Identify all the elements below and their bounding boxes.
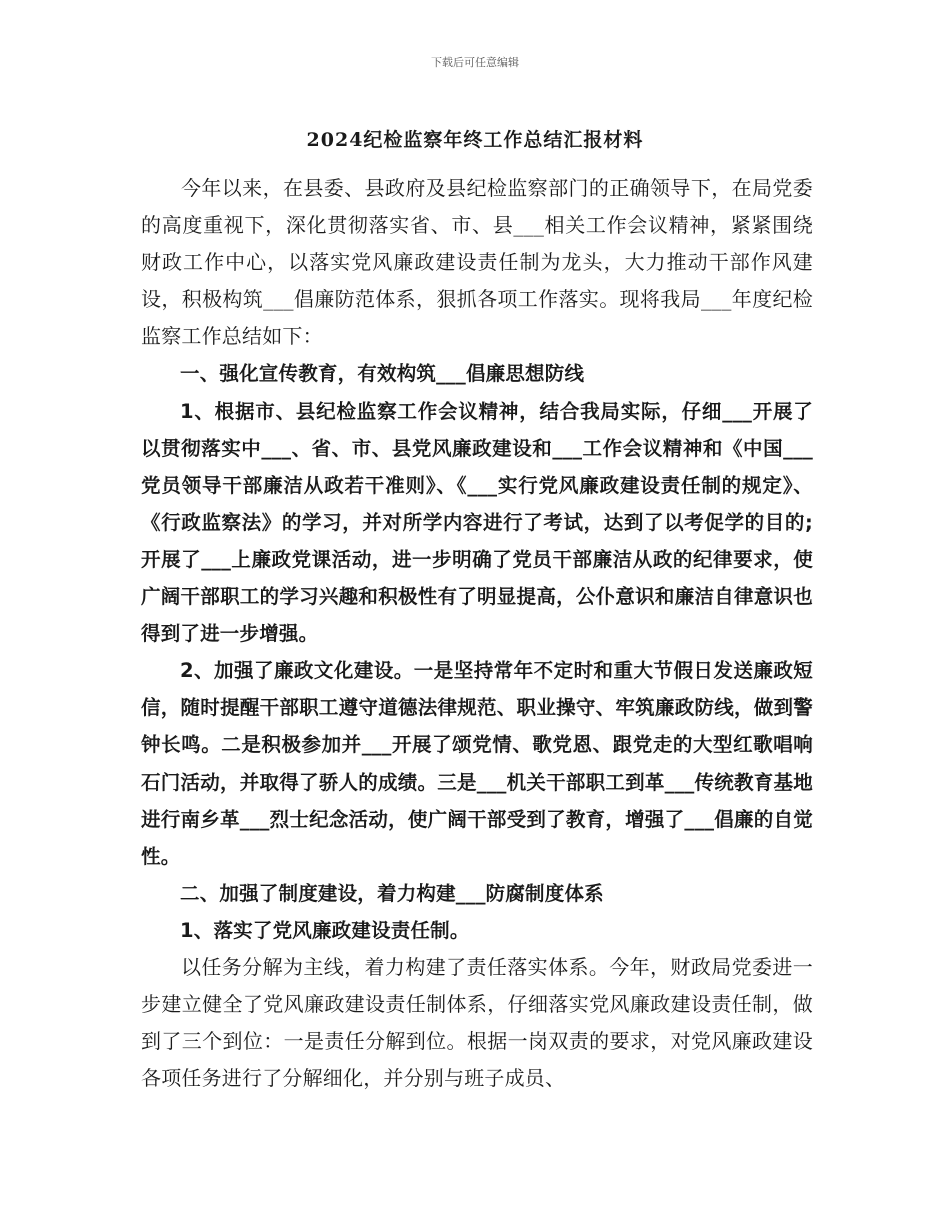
document-body [141,170,813,1097]
document-title: 2024纪检监察年终工作总结汇报材料 [306,129,644,151]
section-heading-2: 二、加强了制度建设，着力构建___防腐制度体系 [180,881,604,905]
subheading-2-1: 1、落实了党风廉政建设责任制。 [180,918,470,942]
section-heading-1: 一、强化宣传教育，有效构筑___倡廉思想防线 [180,362,585,386]
paragraph-1-1: 1、根据市、县纪检监察工作会议精神，结合我局实际，仔细___开展了以贯彻落实中___、省、市、县党风廉政建设和___工作会议精神和《中国___党员领导干部廉洁从政若干准则》、《___实行党风廉政建设责任制的规定》、《行政监察法》的学习，并对所学内容进行了考试，达到了以考促学的目的;开展了___上廉政党课活动，进一步明确了党员干部廉洁从政的纪律要求，使广阔干部职工的学习兴趣和积极性有了明显提高，公仆意识和廉洁自律意识也得到了进一步增强。 [141,399,813,646]
page-header-note: 下载后可任意编辑 [431,56,519,69]
paragraph-intro: 今年以来，在县委、县政府及县纪检监察部门的正确领导下，在局党委的高度重视下，深化贯彻落实省、市、县___相关工作会议精神，紧紧围绕财政工作中心，以落实党风廉政建设责任制为龙头，大力推动干部作风建设，积极构筑___倡廉防范体系，狠抓各项工作落实。现将我局___年度纪检监察工作总结如下： [141,176,813,349]
paragraph-1-2: 2、加强了廉政文化建设。一是坚持常年不定时和重大节假日发送廉政短信，随时提醒干部职工遵守道德法律规范、职业操守、牢筑廉政防线，做到警钟长鸣。二是积极参加并___开展了颂党情、歌党恩、跟党走的大型红歌唱响石门活动，并取得了骄人的成绩。三是___机关干部职工到革___传统教育基地进行南乡革___烈士纪念活动，使广阔干部受到了教育，增强了___倡廉的自觉性。 [141,659,813,868]
paragraph-2-1: 以任务分解为主线，着力构建了责任落实体系。今年，财政局党委进一步建立健全了党风廉政建设责任制体系，仔细落实党风廉政建设责任制，做到了三个到位：一是责任分解到位。根据一岗双责的要求，对党风廉政建设各项任务进行了分解细化，并分别与班子成员、 [141,954,813,1091]
